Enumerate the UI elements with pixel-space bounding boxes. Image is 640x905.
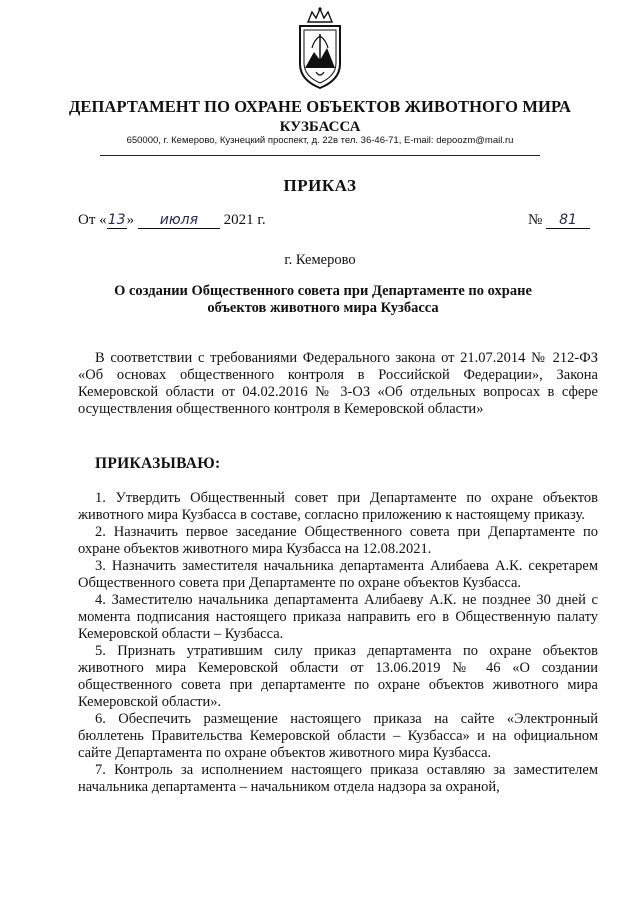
header-divider <box>100 155 540 156</box>
date-quote: » <box>126 212 135 228</box>
order-date <box>78 212 266 229</box>
order-item: 7. Контроль за исполнением настоящего приказа оставляю за заместителем начальника департамента – начальником отдела надзора за охраной, <box>78 762 598 795</box>
order-item: 3. Назначить заместителя начальника департамента Алибаева А.К. секретарем Общественного совета при Департаменте по охране объектов Кузбасса. <box>78 558 598 591</box>
order-item: 2. Назначить первое заседание Общественного совета при Департаменте по охране объектов животного мира Кузбасса на 12.08.2021. <box>78 524 598 557</box>
order-item: 1. Утвердить Общественный совет при Департаменте по охране объектов животного мира Кузбасса в составе, согласно приложению к настоящему приказу. <box>78 490 598 523</box>
order-preamble: В соответствии с требованиями Федерального закона от 21.07.2014 № 212-ФЗ «Об основах общественного контроля в Российской Федерации», Закона Кемеровской области от 04.02.2016 № 3-ОЗ «Об отдельных вопросах в сфере осуществления общественного контроля в Кемеровской области» <box>78 350 598 417</box>
number-value: 81 <box>546 212 590 229</box>
department-region: КУЗБАССА <box>279 119 361 135</box>
date-prefix: От « <box>78 212 107 228</box>
date-day: 13 <box>107 212 126 228</box>
order-item: 4. Заместителю начальника департамента Алибаеву А.К. не позднее 30 дней с момента подписания настоящего приказа направить его в Общественную палату Кемеровской области – Кузбасса. <box>78 592 598 642</box>
date-year: 2021 г. <box>223 212 266 228</box>
order-items <box>78 490 598 796</box>
order-directive: ПРИКАЗЫВАЮ: <box>95 455 221 472</box>
order-item: 5. Признать утратившим силу приказ департамента по охране объектов животного мира Кемеровской области от 13.06.2019 № 46 «О создании общественного совета при департаменте по охране объектов животного мира Кемеровской области». <box>78 643 598 710</box>
order-number <box>528 212 590 229</box>
department-address: 650000, г. Кемерово, Кузнецкий проспект, д. 22в тел. 36-46-71, E-mail: depoozm@mail.ru <box>126 135 514 146</box>
kuzbass-coat-of-arms-icon <box>290 6 350 94</box>
date-month: июля <box>138 212 220 229</box>
number-prefix: № <box>528 212 543 228</box>
order-city: г. Кемерово <box>284 252 356 268</box>
department-name: ДЕПАРТАМЕНТ ПО ОХРАНЕ ОБЪЕКТОВ ЖИВОТНОГО МИРА <box>68 97 572 116</box>
order-subject: О создании Общественного совета при Департаменте по охране объектов животного мира Кузбасса <box>114 283 532 316</box>
order-title: ПРИКАЗ <box>283 176 357 195</box>
order-item: 6. Обеспечить размещение настоящего приказа на сайте «Электронный бюллетень Правительства Кемеровской области – Кузбасса» и на официальном сайте Департамента по охране объектов животного мира Кузбасса. <box>78 711 598 761</box>
